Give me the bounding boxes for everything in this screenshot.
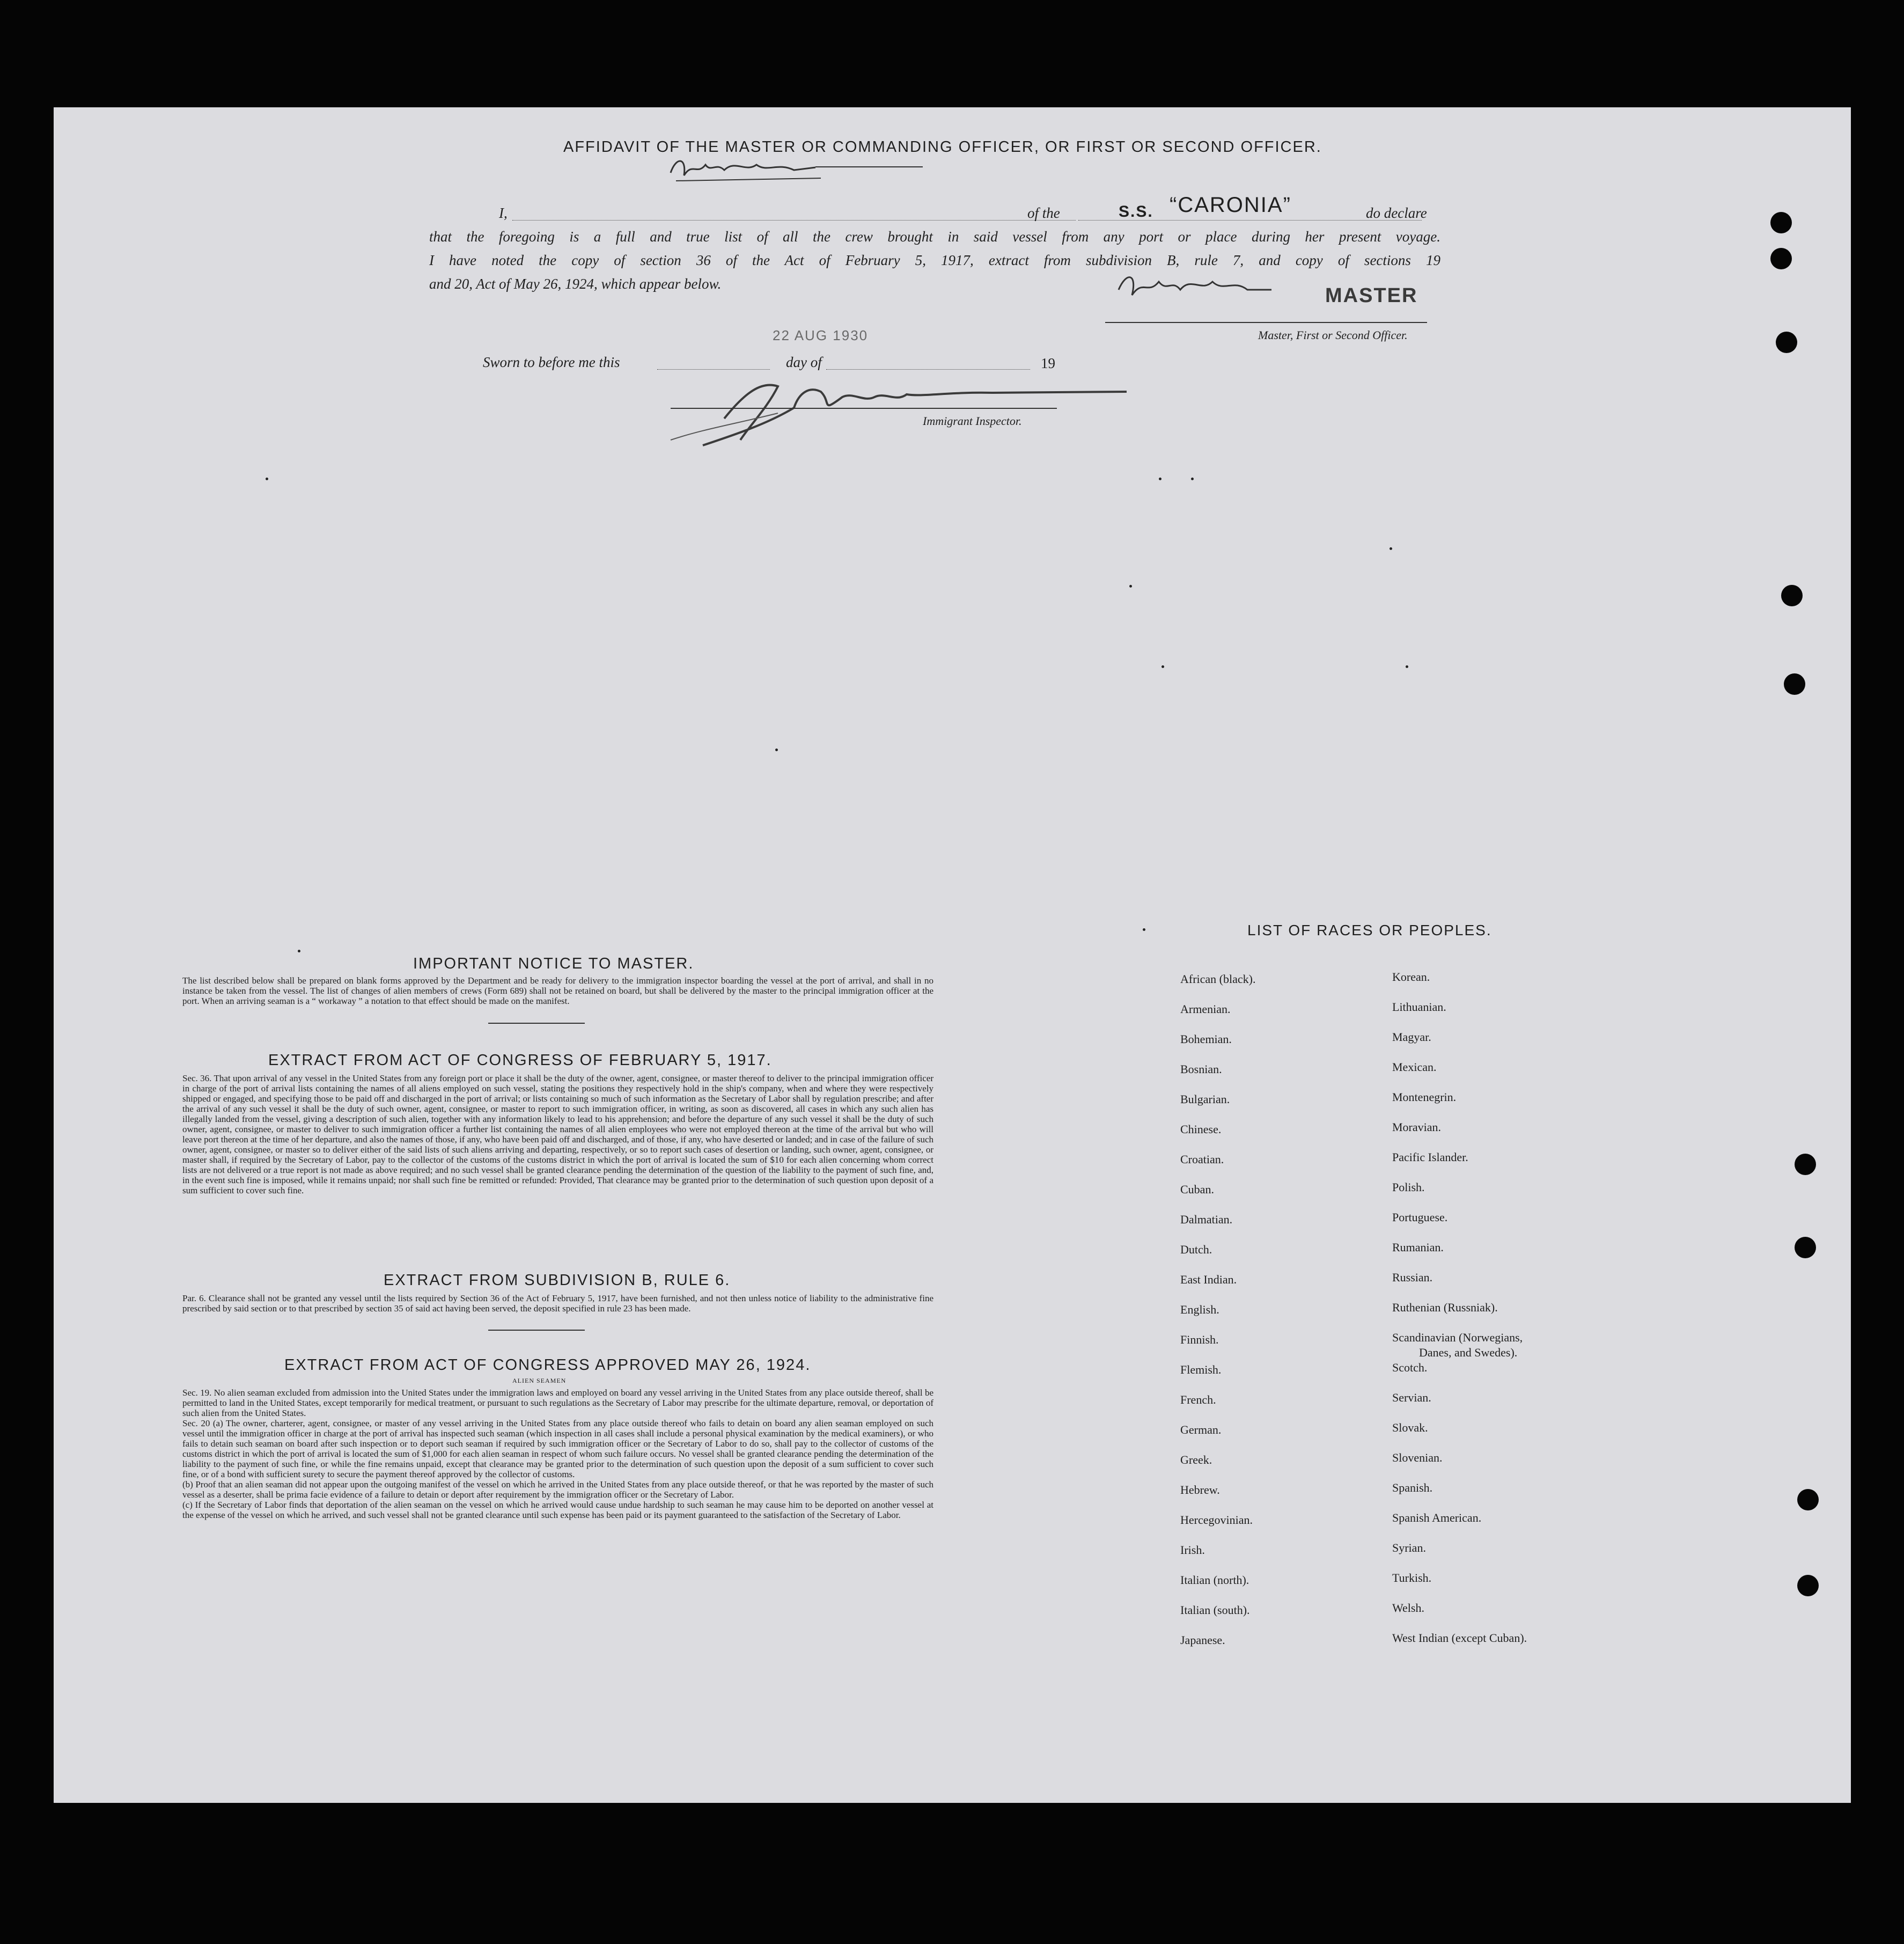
speck: [1390, 547, 1392, 550]
race-item: Turkish.: [1392, 1571, 1432, 1584]
affidavit-declare: do declare: [1366, 205, 1427, 221]
race-item: Greek.: [1180, 1453, 1212, 1466]
race-item: Moravian.: [1392, 1120, 1442, 1134]
race-item: Slovenian.: [1392, 1451, 1443, 1464]
race-item-continuation: Danes, and Swedes).: [1419, 1346, 1518, 1359]
speck: [775, 749, 778, 751]
speck: [1406, 665, 1408, 668]
rule-6-divider: [488, 1330, 585, 1331]
binder-hole: [1776, 332, 1797, 353]
race-item: Pacific Islander.: [1392, 1150, 1468, 1164]
affidavit-line-4: and 20, Act of May 26, 1924, which appear below.: [429, 276, 722, 292]
extract-1924-body: [182, 1388, 933, 1520]
affidavit-title: AFFIDAVIT OF THE MASTER OR COMMANDING OFFICER, OR FIRST OR SECOND OFFICER.: [563, 138, 1322, 156]
speck: [1143, 928, 1145, 931]
master-stamp: MASTER: [1325, 284, 1418, 307]
race-item: Polish.: [1392, 1180, 1425, 1194]
extract-1924-subheading: ALIEN SEAMEN: [512, 1377, 567, 1384]
race-item: Spanish.: [1392, 1481, 1433, 1494]
race-item: Dutch.: [1180, 1243, 1212, 1256]
race-item: East Indian.: [1180, 1273, 1237, 1286]
race-item: Cuban.: [1180, 1183, 1214, 1196]
sworn-year: 19: [1041, 355, 1055, 371]
binder-hole: [1784, 673, 1805, 695]
affidavit-of-the: of the: [1027, 205, 1060, 221]
binder-hole: [1797, 1489, 1819, 1510]
race-item: English.: [1180, 1303, 1219, 1316]
sec-19: Sec. 19. No alien seaman excluded from admission into the United States under the immigration laws and employed on board any vessel arriving in the United States from any place outside thereof, shall be permitted to land in the United States, except temporarily for medical treatment, or pursuant to such regulations as the Secretary of Labor may prescribe for the ultimate departure, removal, or deportation of such alien from the United States.: [182, 1388, 933, 1418]
race-item: Bosnian.: [1180, 1062, 1222, 1076]
rule-6-heading: EXTRACT FROM SUBDIVISION B, RULE 6.: [384, 1272, 731, 1289]
race-item: Mexican.: [1392, 1060, 1437, 1074]
binder-hole: [1795, 1237, 1816, 1258]
officer-signature-line: [1105, 322, 1427, 323]
race-item: Italian (south).: [1180, 1603, 1250, 1617]
race-item: Croatian.: [1180, 1153, 1224, 1166]
race-item: Bohemian.: [1180, 1032, 1232, 1046]
officer-caption: Master, First or Second Officer.: [1258, 328, 1408, 342]
race-item: Montenegrin.: [1392, 1090, 1457, 1104]
race-item: Bulgarian.: [1180, 1092, 1230, 1106]
extract-1917-heading: EXTRACT FROM ACT OF CONGRESS OF FEBRUARY 5, 1917.: [268, 1052, 772, 1069]
sec-20-b: (b) Proof that an alien seaman did not appear upon the outgoing manifest of the vessel on which he arrived in the United States from any place outside thereof, or that he was reported by the master of such vessel as a deserter, shall be prima facie evidence of a failure to detain or deport after requirement by the immigration officer or the Secretary of Labor.: [182, 1479, 933, 1500]
speck: [1129, 585, 1132, 588]
title-underline: [815, 166, 923, 167]
extract-1917-body: Sec. 36. That upon arrival of any vessel in the United States from any foreign port or place it shall be the duty of the owner, agent, consignee, or master thereof to deliver to the principal immigration officer in charge of the port of arrival lists containing the names of all aliens employed on such vessel, stating the positions they respectively hold in the ship's company, when and where they were respectively shipped or engaged, and specifying those to be paid off and discharged in the port of arrival; or lists containing so much of such information as the Secretary of Labor shall by regulation prescribe; and after the arrival of any such vessel it shall be the duty of such owner, agent, consignee, or master to report to such immigration officer, in writing, as soon as discovered, all cases in which any such alien has illegally landed from the vessel, giving a description of such alien, together with any information likely to lead to his apprehension; and before the departure of any such vessel it shall be the duty of such owner, agent, consignee, or master to deliver to such immigration officer a further list containing the names of all alien employees who were not employed thereon at the time of the arrival but who will leave port thereon at the time of her departure, and also the names of those, if any, who have been paid off and discharged, and of those, if any, who have deserted or landed; and in case of the failure of such owner, agent, consignee, or master so to deliver either of the said lists of such aliens arriving and departing, respectively, or so to report such cases of desertion or landing, such owner, agent, consignee, or master shall, if required by the Secretary of Labor, pay to the collector of the customs of the customs district in which the port of arrival is located the sum of $10 for each alien concerning whom correct lists are not delivered or a true report is not made as above required; and no such vessel shall be granted clearance pending the determination of the question of the liability to the payment of such fine, and, in the event such fine is imposed, while it remains unpaid; nor shall such fine be remitted or refunded: Provided, That clearance may be granted prior to the determination of such question upon deposit of a sum sufficient to cover such fine.: [182, 1073, 933, 1195]
handwritten-signature-top: [665, 151, 826, 189]
race-item: Syrian.: [1392, 1541, 1426, 1554]
speck: [266, 478, 268, 480]
handwritten-signature-master: [1116, 268, 1277, 306]
handwritten-signature-inspector: [671, 360, 1153, 461]
speck: [1159, 478, 1161, 480]
notice-body: The list described below shall be prepared on blank forms approved by the Department and be ready for delivery to the immigration inspector boarding the vessel at the port of arrival, and shall in no instance be taken from the vessel. The list of changes of alien members of crews (Form 689) shall not be retained on board, but shall be delivered by the master to the principal immigration officer at the port. When an arriving seaman is a “ workaway ” a notation to that effect should be made on the manifest.: [182, 975, 933, 1006]
race-item: Servian.: [1392, 1391, 1431, 1404]
affidavit-i: I,: [499, 205, 508, 221]
race-item: Welsh.: [1392, 1601, 1424, 1615]
race-item: Magyar.: [1392, 1030, 1431, 1044]
speck: [298, 950, 300, 952]
extract-1924-heading: EXTRACT FROM ACT OF CONGRESS APPROVED MAY 26, 1924.: [284, 1356, 811, 1374]
race-item: African (black).: [1180, 972, 1256, 986]
race-item: Italian (north).: [1180, 1573, 1249, 1587]
speck: [1161, 665, 1164, 668]
document-page: [54, 107, 1851, 1803]
race-item: Lithuanian.: [1392, 1000, 1446, 1014]
race-item: Portuguese.: [1392, 1211, 1448, 1224]
notice-heading: IMPORTANT NOTICE TO MASTER.: [413, 955, 694, 972]
race-item: Irish.: [1180, 1543, 1205, 1557]
race-item: Flemish.: [1180, 1363, 1222, 1376]
binder-hole: [1770, 248, 1792, 269]
race-item: West Indian (except Cuban).: [1392, 1631, 1527, 1645]
binder-hole: [1770, 212, 1792, 233]
binder-hole: [1781, 585, 1803, 606]
affidavit-line-2: that the foregoing is a full and true list of all the crew brought in said vessel from any port or place during her present voyage.: [429, 229, 1440, 245]
notice-divider: [488, 1023, 585, 1024]
vessel-prefix-stamp: S.S.: [1119, 203, 1153, 221]
inspector-caption: Immigrant Inspector.: [923, 414, 1022, 428]
race-item: Russian.: [1392, 1271, 1433, 1284]
affidavit-line-3: I have noted the copy of section 36 of the Act of February 5, 1917, extract from subdivision B, rule 7, and copy of sections 19: [429, 252, 1440, 268]
races-heading: LIST OF RACES OR PEOPLES.: [1247, 922, 1492, 938]
vessel-name-stamp: “CARONIA”: [1170, 193, 1291, 217]
race-item: Korean.: [1392, 970, 1430, 984]
day-of-text: day of: [786, 354, 822, 370]
sworn-text: Sworn to before me this: [483, 354, 620, 370]
race-item: Finnish.: [1180, 1333, 1219, 1346]
race-item: Spanish American.: [1392, 1511, 1482, 1524]
race-item: Rumanian.: [1392, 1241, 1444, 1254]
name-blank: [512, 220, 1076, 221]
race-item: Hebrew.: [1180, 1483, 1220, 1496]
inspector-signature-line: [671, 408, 1057, 409]
speck: [1191, 478, 1194, 480]
race-item: Chinese.: [1180, 1123, 1222, 1136]
sec-20-c: (c) If the Secretary of Labor finds that deportation of the alien seaman on the vessel on which he arrived would cause undue hardship to such seaman he may cause him to be deported on another vessel at the expense of the vessel on which he arrived, and such vessel shall not be granted clearance until such expense has been paid or its payment guaranteed to the satisfaction of the Secretary of Labor.: [182, 1500, 933, 1520]
race-item: Armenian.: [1180, 1002, 1231, 1016]
binder-hole: [1797, 1575, 1819, 1596]
race-item: Japanese.: [1180, 1633, 1225, 1647]
race-item: Dalmatian.: [1180, 1213, 1233, 1226]
race-item: Scotch.: [1392, 1361, 1428, 1374]
race-item: German.: [1180, 1423, 1222, 1436]
race-item: Slovak.: [1392, 1421, 1428, 1434]
date-stamp: 22 AUG 1930: [773, 327, 869, 343]
race-item: Hercegovinian.: [1180, 1513, 1253, 1527]
race-item: Ruthenian (Russniak).: [1392, 1301, 1498, 1314]
sec-20-a: Sec. 20 (a) The owner, charterer, agent, consignee, or master of any vessel arriving in the United States from any place outside thereof who fails to detain on board any alien seaman employed on such vessel until the immigration officer in charge at the port of arrival has inspected such seaman (which inspection in all cases shall include a personal physical examination by the medical examiners), or who fails to detain such seaman on board after such inspection or to deport such seaman if required by such immigration officer or the Secretary of Labor to do so, shall pay to the collector of customs of the customs district in which the port of arrival is located the sum of $1,000 for each alien seaman in respect of whom such failure occurs. No vessel shall be granted clearance pending the determination of the liability to the payment of such fine, or while the fine remains unpaid, except that clearance may be granted prior to the determination of such question upon the deposit of a sum sufficient to cover such fine, or of a bond with sufficient surety to secure the payment thereof approved by the collector of customs.: [182, 1418, 933, 1479]
rule-6-body: Par. 6. Clearance shall not be granted any vessel until the lists required by Section 36 of the Act of February 5, 1917, have been furnished, and not then unless notice of liability to the administrative fine prescribed by said section or to that prescribed by section 35 of said act having been served, the deposit specified in rule 23 has been made.: [182, 1293, 933, 1314]
binder-hole: [1795, 1154, 1816, 1175]
race-item: French.: [1180, 1393, 1216, 1406]
race-item: Scandinavian (Norwegians,: [1392, 1331, 1523, 1344]
